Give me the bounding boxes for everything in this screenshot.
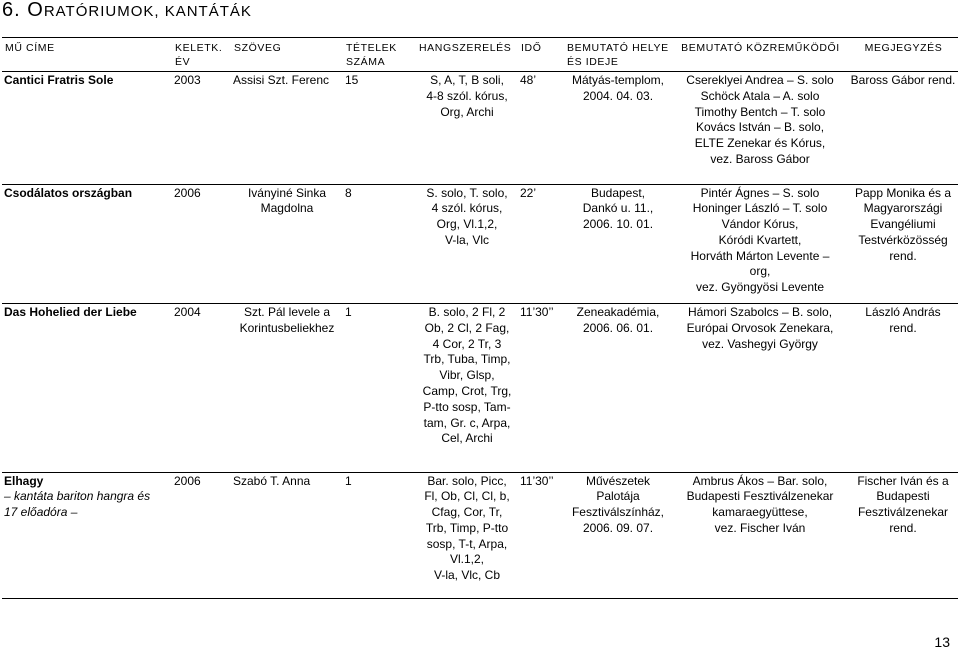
work-title: Das Hohelied der Liebe (4, 305, 137, 319)
work-year: 2004 (174, 305, 201, 319)
col-header-notes: MEGJEGYZÉS (848, 38, 958, 72)
work-notes: László András rend. (865, 305, 941, 335)
work-venue: Mátyás-templom, 2004. 04. 03. (571, 73, 665, 103)
work-duration: 22’ (520, 185, 537, 200)
chapter-title-initial: O (27, 0, 44, 21)
col-header-movements: TÉTELEK SZÁMA (343, 38, 416, 72)
work-title: Cantici Fratris Sole (4, 73, 114, 87)
col-header-performers: BEMUTATÓ KÖZREMŰKÖDŐI (672, 38, 848, 72)
table-header-row (2, 38, 958, 72)
work-text: Szabó T. Anna (233, 473, 311, 488)
page-number: 13 (934, 634, 950, 650)
work-text: Iványiné Sinka Magdolna (247, 185, 327, 216)
work-text: Assisi Szt. Ferenc (233, 73, 330, 87)
work-scoring: Bar. solo, Picc, Fl, Ob, Cl, Cl, b, Cfag, Cor, Tr, Trb, Timp, P-tto sosp, T-t, Arpa, Vl.1,2, V-la, Vlc, Cb (424, 473, 510, 583)
work-year: 2003 (174, 73, 201, 87)
work-performers: Hámori Szabolcs – B. solo, Európai Orvosok Zenekara, vez. Vashegyi György (686, 305, 834, 351)
work-movements: 8 (345, 185, 352, 200)
work-movements: 1 (345, 305, 352, 319)
chapter-title-rest: RATÓRIUMOK, KANTÁTÁK (43, 3, 252, 20)
work-subtitle: – kantáta bariton hangra és 17 előadóra – (4, 489, 151, 520)
col-header-title: MŰ CÍME (2, 38, 172, 72)
work-venue: Budapest, Dankó u. 11., 2006. 10. 01. (582, 185, 654, 232)
chapter-number: 6. (2, 0, 21, 21)
col-header-duration: IDŐ (518, 38, 564, 72)
work-performers: Pintér Ágnes – S. solo Honinger László – T. solo Vándor Kórus, Kóródi Kvartett, Horváth Márton Levente – org, vez. Gyöngyösi Levente (690, 185, 830, 295)
work-notes: Papp Monika és a Magyarországi Evangéliumi Testvérközösség rend. (854, 185, 952, 263)
work-movements: 15 (345, 73, 359, 87)
work-duration: 11’30’’ (520, 473, 554, 488)
table-row (2, 304, 958, 466)
work-notes: Baross Gábor rend. (850, 73, 956, 87)
work-scoring: S, A, T, B soli, 4-8 szól. kórus, Org, Archi (426, 73, 508, 119)
work-scoring: S. solo, T. solo, 4 szól. kórus, Org, Vl.1,2, V-la, Vlc (426, 185, 508, 247)
work-year: 2006 (174, 185, 201, 200)
work-year: 2006 (174, 473, 201, 488)
work-duration: 48’ (520, 73, 537, 87)
work-movements: 1 (345, 473, 352, 488)
col-header-venue: BEMUTATÓ HELYE ÉS IDEJE (564, 38, 672, 72)
work-scoring: B. solo, 2 Fl, 2 Ob, 2 Cl, 2 Fag, 4 Cor, 2 Tr, 3 Trb, Tuba, Timp, Vibr, Glsp, Camp, Crot, Trg, P-tto sosp, Tam- tam, Gr. c, Arpa, Cel, Archi (422, 305, 512, 446)
table-row (2, 72, 958, 178)
work-performers: Ambrus Ákos – Bar. solo, Budapesti Fesztiválzenekar kamaraegyüttese, vez. Fischer Iván (686, 473, 834, 535)
work-text: Szt. Pál levele a Korintusbeliekhez (239, 305, 335, 335)
work-title: Csodálatos országban (4, 185, 133, 200)
work-venue: Művészetek Palotája Fesztiválszínház, 2006. 09. 07. (571, 473, 665, 535)
chapter-heading (2, 0, 252, 22)
works-table (2, 37, 958, 599)
work-title-cell (2, 472, 172, 592)
col-header-year: KELETK. ÉV (172, 38, 231, 72)
table-row (2, 184, 958, 297)
col-header-text: SZÖVEG (231, 38, 343, 72)
work-performers: Csereklyei Andrea – S. solo Schöck Atala – A. solo Timothy Bentch – T. solo Kovács István – B. solo, ELTE Zenekar és Kórus, vez. Baross Gábor (686, 73, 834, 166)
work-venue: Zeneakadémia, 2006. 06. 01. (576, 305, 660, 335)
col-header-scoring: HANGSZERELÉS (416, 38, 518, 72)
work-duration: 11’30’’ (520, 305, 554, 319)
work-notes: Fischer Iván és a Budapesti Fesztiválzenekar rend. (857, 473, 949, 535)
work-title: Elhagy (4, 473, 44, 488)
table-row (2, 472, 958, 592)
